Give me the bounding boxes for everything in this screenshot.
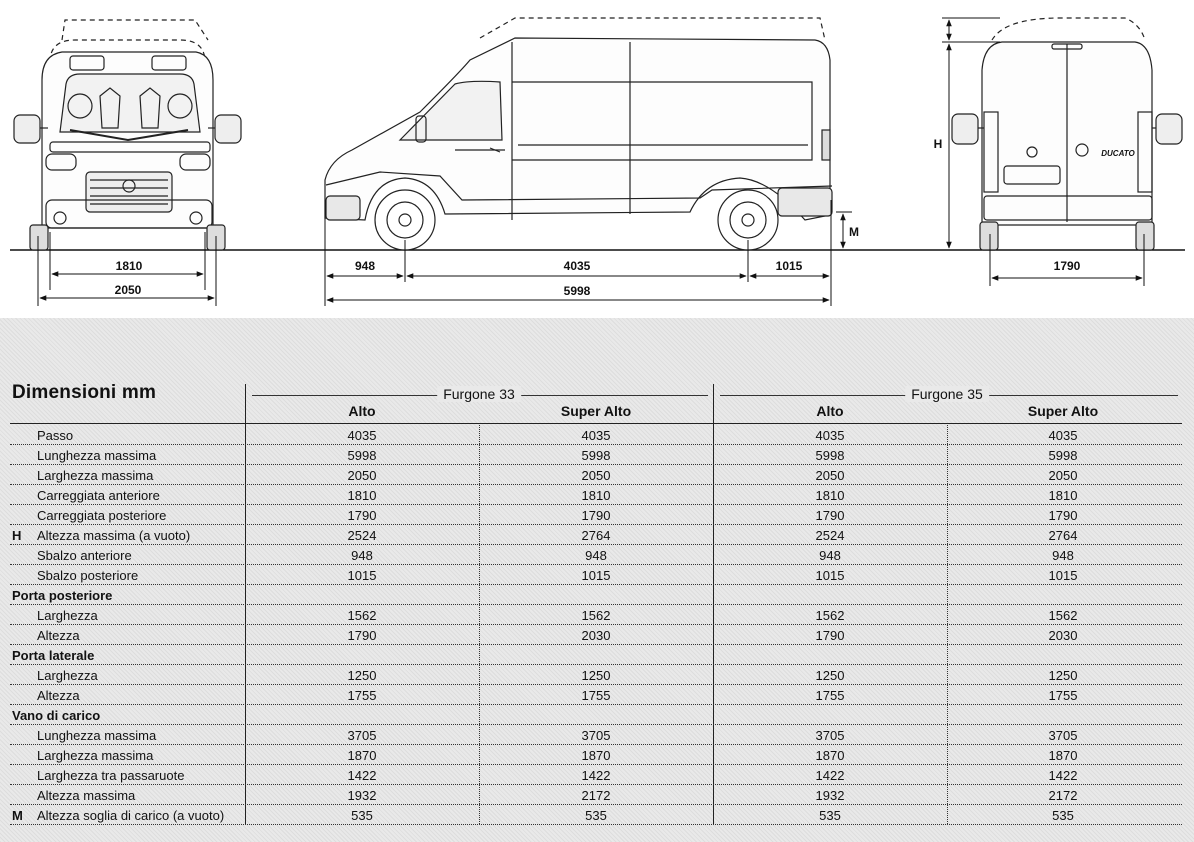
cell-value: 5998 [581, 448, 611, 463]
cell-value: 1810 [815, 488, 845, 503]
cell-value: 3705 [815, 728, 845, 743]
cell-value: 1790 [581, 508, 611, 523]
cell-value: 1250 [347, 668, 377, 683]
van-dimension-drawing [0, 0, 1194, 318]
side-view [325, 18, 832, 250]
section-row [10, 704, 1182, 725]
table-row [10, 604, 1182, 625]
cell-value: 1422 [347, 768, 377, 783]
cell-value: 1870 [581, 748, 611, 763]
cell-value: 1870 [1048, 748, 1078, 763]
cell-value: 948 [1052, 548, 1074, 563]
section-label: Vano di carico [12, 708, 101, 723]
row-label: Larghezza [37, 608, 98, 623]
row-label: Sbalzo posteriore [37, 568, 139, 583]
table-row [10, 624, 1182, 645]
row-label: Lunghezza massima [37, 728, 157, 743]
cell-value: 3705 [347, 728, 377, 743]
table-row [10, 444, 1182, 465]
cell-value: 1250 [1048, 668, 1078, 683]
cell-value: 2524 [815, 528, 845, 543]
cell-value: 948 [351, 548, 373, 563]
cell-value: 1422 [1048, 768, 1078, 783]
row-label: Carreggiata anteriore [37, 488, 160, 503]
row-label: Altezza [37, 688, 80, 703]
cell-value: 1932 [815, 788, 845, 803]
row-label: Larghezza [37, 668, 98, 683]
cell-value: 1015 [815, 568, 845, 583]
cell-value: 2764 [1048, 528, 1078, 543]
cell-value: 948 [585, 548, 607, 563]
row-label: Larghezza massima [37, 468, 154, 483]
dimensions-table [0, 318, 1194, 842]
cell-value: 2050 [581, 468, 611, 483]
cell-value: 5998 [1048, 448, 1078, 463]
cell-value: 2050 [347, 468, 377, 483]
table-row [10, 684, 1182, 705]
table-row [10, 744, 1182, 765]
dim-front-overhang: 948 [354, 259, 376, 273]
row-label: Lunghezza massima [37, 448, 157, 463]
cell-value: 5998 [815, 448, 845, 463]
cell-value: 1015 [347, 568, 377, 583]
cell-value: 1870 [347, 748, 377, 763]
dim-wheelbase: 4035 [563, 259, 591, 273]
row-label: Larghezza tra passaruote [37, 768, 185, 783]
row-label: Altezza massima [37, 788, 136, 803]
cell-value: 1422 [581, 768, 611, 783]
column-header: Super Alto [1027, 403, 1099, 419]
cell-value: 1015 [581, 568, 611, 583]
cell-value: 1810 [1048, 488, 1078, 503]
dim-label-m: M [849, 225, 859, 239]
dim-label-h: H [933, 137, 943, 151]
cell-value: 2172 [1048, 788, 1078, 803]
cell-value: 1790 [347, 508, 377, 523]
row-label: Altezza [37, 628, 80, 643]
table-row [10, 524, 1182, 545]
cell-value: 1932 [347, 788, 377, 803]
table-row [10, 504, 1182, 525]
table-row [10, 804, 1182, 825]
column-header: Alto [348, 403, 376, 419]
table-row [10, 564, 1182, 585]
cell-value: 535 [1052, 808, 1074, 823]
badge-text: DUCATO [1101, 149, 1135, 158]
cell-value: 1790 [347, 628, 377, 643]
dim-rear-overhang: 1015 [775, 259, 803, 273]
cell-value: 1422 [815, 768, 845, 783]
cell-value: 1755 [347, 688, 377, 703]
row-mark: H [12, 528, 22, 543]
front-view [14, 20, 241, 250]
row-mark: M [12, 808, 23, 823]
table-row [10, 544, 1182, 565]
row-label: Altezza soglia di carico (a vuoto) [37, 808, 225, 823]
cell-value: 4035 [815, 428, 845, 443]
column-header: Alto [816, 403, 844, 419]
cell-value: 1870 [815, 748, 845, 763]
rear-view [952, 18, 1182, 250]
cell-value: 1562 [347, 608, 377, 623]
cell-value: 4035 [1048, 428, 1078, 443]
table-row [10, 424, 1182, 445]
section-label: Porta laterale [12, 648, 95, 663]
section-row [10, 644, 1182, 665]
cell-value: 4035 [581, 428, 611, 443]
column-header: Super Alto [560, 403, 632, 419]
cell-value: 1755 [581, 688, 611, 703]
group-header-furgone-33: Furgone 33 [437, 386, 521, 402]
cell-value: 1790 [815, 508, 845, 523]
cell-value: 2050 [815, 468, 845, 483]
table-title: Dimensioni mm [12, 382, 157, 403]
row-label: Larghezza massima [37, 748, 154, 763]
cell-value: 535 [819, 808, 841, 823]
cell-value: 1562 [581, 608, 611, 623]
cell-value: 2172 [581, 788, 611, 803]
table-row [10, 484, 1182, 505]
row-label: Passo [37, 428, 74, 443]
cell-value: 3705 [1048, 728, 1078, 743]
dim-front-track: 1810 [115, 259, 143, 273]
table-row [10, 724, 1182, 745]
cell-value: 535 [351, 808, 373, 823]
cell-value: 1755 [815, 688, 845, 703]
cell-value: 1562 [815, 608, 845, 623]
table-row [10, 464, 1182, 485]
cell-value: 1250 [815, 668, 845, 683]
dim-overall-length: 5998 [563, 284, 591, 298]
cell-value: 1755 [1048, 688, 1078, 703]
row-label: Altezza massima (a vuoto) [37, 528, 191, 543]
cell-value: 4035 [347, 428, 377, 443]
cell-value: 948 [819, 548, 841, 563]
cell-value: 1015 [1048, 568, 1078, 583]
section-label: Porta posteriore [12, 588, 113, 603]
table-row [10, 664, 1182, 685]
dim-overall-width: 2050 [114, 283, 142, 297]
table-row [10, 764, 1182, 785]
row-label: Carreggiata posteriore [37, 508, 167, 523]
cell-value: 535 [585, 808, 607, 823]
cell-value: 1790 [815, 628, 845, 643]
cell-value: 1810 [347, 488, 377, 503]
group-header-furgone-35: Furgone 35 [905, 386, 989, 402]
row-label: Sbalzo anteriore [37, 548, 132, 563]
cell-value: 2030 [1048, 628, 1078, 643]
cell-value: 2764 [581, 528, 611, 543]
cell-value: 1250 [581, 668, 611, 683]
dim-rear-track: 1790 [1053, 259, 1081, 273]
cell-value: 1790 [1048, 508, 1078, 523]
cell-value: 1562 [1048, 608, 1078, 623]
section-row [10, 584, 1182, 605]
cell-value: 5998 [347, 448, 377, 463]
cell-value: 2030 [581, 628, 611, 643]
cell-value: 3705 [581, 728, 611, 743]
cell-value: 1810 [581, 488, 611, 503]
cell-value: 2524 [347, 528, 377, 543]
table-row [10, 784, 1182, 805]
cell-value: 2050 [1048, 468, 1078, 483]
